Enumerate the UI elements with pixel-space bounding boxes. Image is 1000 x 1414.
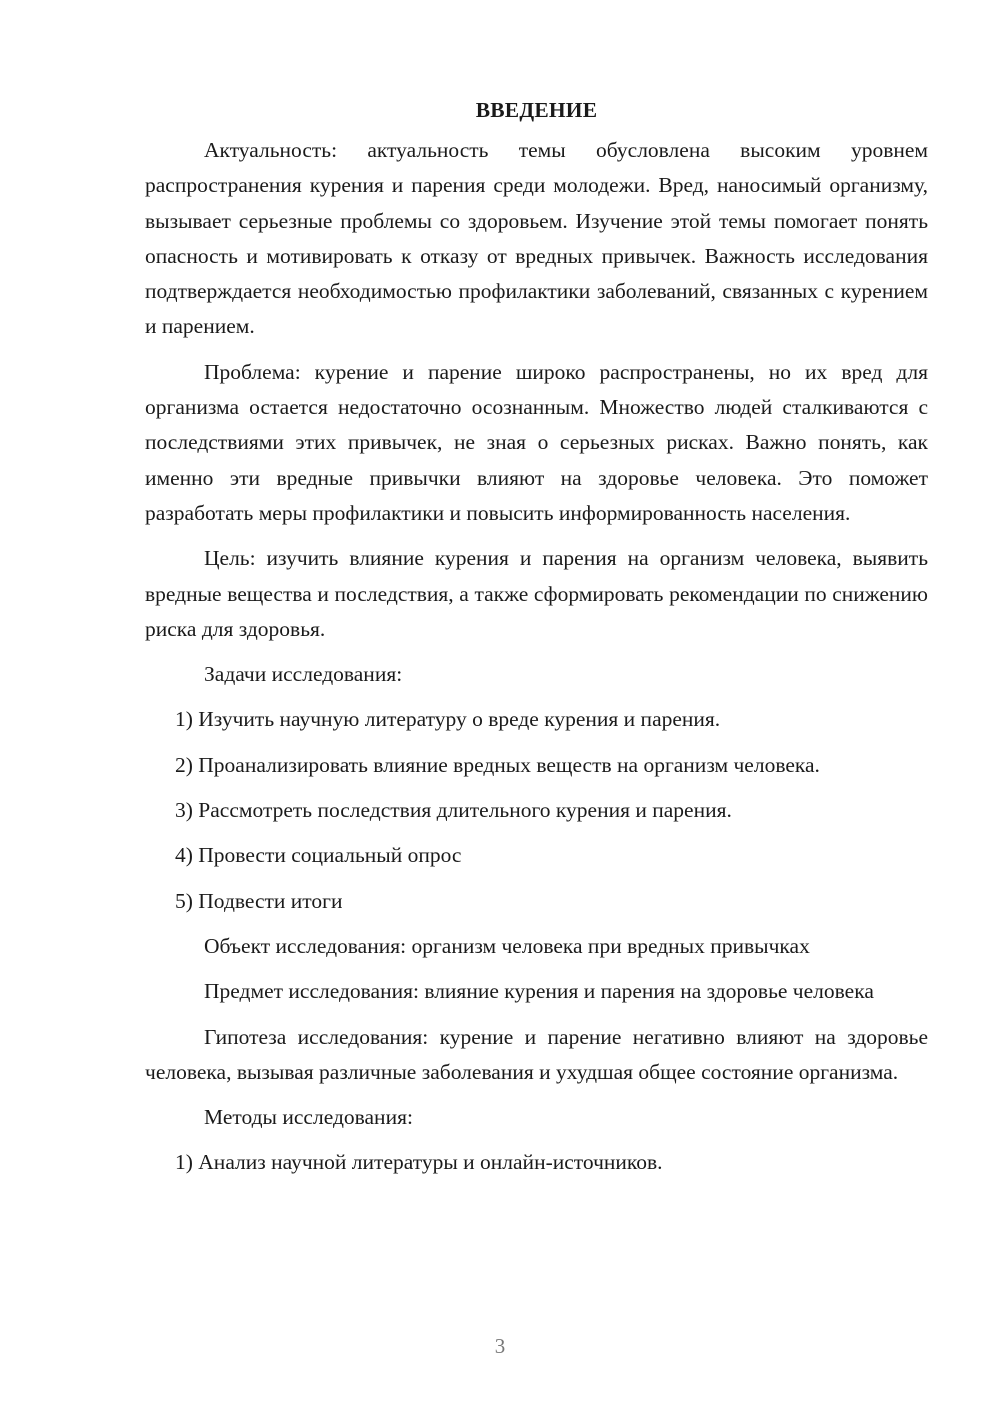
tasks-heading: Задачи исследования: <box>204 662 403 687</box>
object-paragraph: Объект исследования: организм человека при вредных привычках <box>204 933 810 958</box>
goal-paragraph: Цель: изучить влияние курения и парения на организм человека, выявить вредные вещества и последствия, а также сформировать рекомендации по снижению риска для здоровья. <box>145 546 928 641</box>
task-item: 5) Подвести итоги <box>175 888 343 913</box>
method-item: 1) Анализ научной литературы и онлайн-источников. <box>175 1150 663 1175</box>
document-page <box>145 96 928 1191</box>
task-item: 4) Провести социальный опрос <box>175 843 462 868</box>
page-title: ВВЕДЕНИЕ <box>475 98 598 122</box>
problem-paragraph: Проблема: курение и парение широко распространены, но их вред для организма остается недостаточно осознанным. Множество людей сталкиваются с последствиями этих привычек, не зная о серьезных рисках. Важно понять, как именно эти вредные привычки влияют на здоровье человека. Это поможет разработать меры профилактики и повысить информированность населения. <box>145 359 928 525</box>
hypothesis-paragraph: Гипотеза исследования: курение и парение негативно влияют на здоровье человека, вызывая различные заболевания и ухудшая общее состояние организма. <box>145 1024 928 1084</box>
methods-heading: Методы исследования: <box>204 1105 413 1130</box>
task-item: 1) Изучить научную литературу о вреде курения и парения. <box>175 707 721 732</box>
page-number: 3 <box>494 1334 506 1358</box>
task-item: 3) Рассмотреть последствия длительного курения и парения. <box>175 798 732 823</box>
relevance-paragraph: Актуальность: актуальность темы обусловлена высоким уровнем распространения курения и парения среди молодежи. Вред, наносимый организму, вызывает серьезные проблемы со здоровьем. Изучение этой темы помогает понять опасность и мотивировать к отказу от вредных привычек. Важность исследования подтверждается необходимостью профилактики заболеваний, связанных с курением и парением. <box>145 138 928 339</box>
task-item: 2) Проанализировать влияние вредных веществ на организм человека. <box>175 752 820 777</box>
subject-paragraph: Предмет исследования: влияние курения и парения на здоровье человека <box>204 979 874 1004</box>
